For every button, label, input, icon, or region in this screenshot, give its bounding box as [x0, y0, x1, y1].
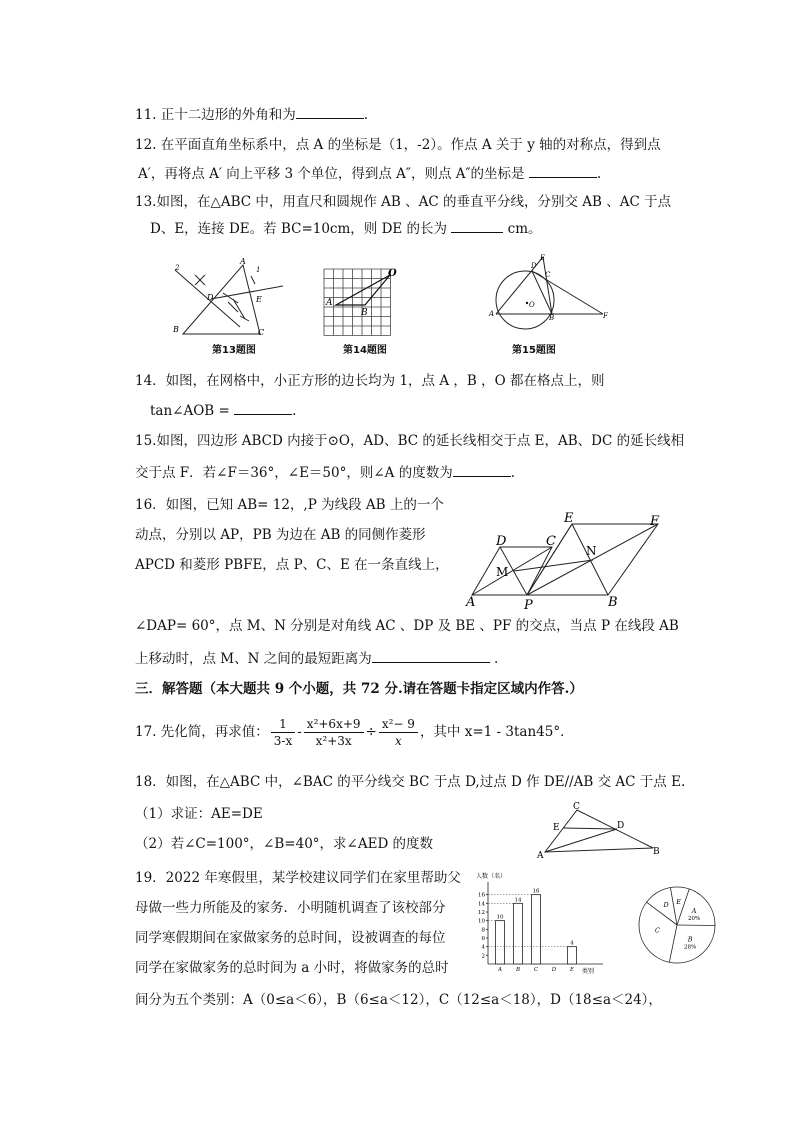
question-11	[135, 104, 368, 125]
label-D: D	[207, 293, 214, 302]
y-tick-label: 10	[478, 918, 485, 925]
bar-C	[532, 895, 541, 964]
label-E: E	[256, 295, 262, 304]
question-19-line1: 19．2022 年寒假里，某学校建议同学们在家里帮助父	[135, 870, 461, 886]
fraction-3-denominator: x	[395, 733, 402, 748]
question-19-line3: 同学寒假期间在家做家务的总时间，设被调查的每位	[135, 930, 446, 946]
pie-percent-B: 28%	[683, 944, 697, 951]
pie-label-C: C	[654, 926, 660, 935]
x-tick-label: E	[569, 967, 575, 973]
x-axis-label: 类别	[582, 968, 595, 975]
label-A: A	[240, 257, 246, 266]
x-tick-label: C	[533, 967, 539, 973]
question-15-line1: 15.如图，四边形 ABCD 内接于⊙O，AD、BC 的延长线相交于点 E，AB、DC 的延长线相	[135, 433, 685, 449]
figure-16	[460, 510, 670, 610]
label-B: B	[608, 595, 618, 610]
label-M: M	[496, 565, 509, 579]
question-18-line2: （1）求证：AE=DE	[135, 806, 263, 822]
caption-figure-13: 第13题图	[212, 345, 256, 356]
fraction-2	[304, 716, 364, 749]
label-2: 2	[175, 264, 180, 272]
bar-A	[496, 921, 505, 964]
pie-label-D: D	[663, 901, 669, 910]
label-E: E	[564, 511, 574, 526]
pie-divider	[677, 925, 715, 926]
question-13-line2	[150, 218, 542, 239]
y-tick-label: 2	[481, 953, 485, 960]
pie-label-A: A	[691, 906, 697, 915]
label-P: P	[524, 598, 533, 610]
q12-text: A′，再将点 A′ 向上平移 3 个单位，得到点 A″，则点 A″的坐标是	[138, 166, 525, 182]
label-B: B	[549, 314, 555, 322]
y-axis-label: 人数（名）	[476, 873, 507, 880]
divide-sign: ÷	[365, 724, 377, 740]
bar-E	[568, 947, 577, 964]
x-tick-label: A	[498, 967, 502, 973]
pie-label-E: E	[676, 898, 681, 907]
label-A: A	[489, 310, 495, 318]
label-A: A	[466, 595, 476, 610]
bar-B	[514, 903, 523, 964]
y-tick-label: 12	[478, 910, 485, 916]
label-A: A	[326, 298, 333, 308]
q16-text: 上移动时，点 M、N 之间的最短距离为	[135, 651, 372, 667]
question-16-line3: APCD 和菱形 PBFE，点 P、C、E 在一条直线上，	[135, 557, 449, 573]
question-18-line3: （2）若∠C=100°，∠B=40°，求∠AED 的度数	[135, 836, 434, 852]
fraction-2-denominator: x²+3x	[315, 733, 352, 748]
bar-value-label: 10	[496, 914, 504, 921]
section-3-heading: 三．解答题（本大题共 9 个小题，共 72 分.请在答题卡指定区域内作答.）	[135, 681, 583, 697]
answer-blank[interactable]	[451, 218, 503, 233]
q11-text: 11. 正十二边形的外角和为	[135, 107, 296, 123]
y-tick-label: 14	[478, 901, 485, 908]
label-E: E	[540, 254, 546, 262]
question-16-line4: ∠DAP= 60°，点 M、N 分别是对角线 AC 、DP 及 BE 、PF 的交点，当点 P 在线段 AB	[135, 618, 679, 634]
label-C: C	[573, 802, 580, 812]
figure-15	[485, 252, 615, 342]
fraction-1	[271, 716, 295, 749]
question-13-line1: 13.如图，在△ABC 中，用直尺和圆规作 AB 、AC 的垂直平分线，分别交 AB 、AC 于点	[135, 194, 672, 210]
label-1: 1	[256, 266, 261, 274]
y-tick-label: 16	[478, 892, 485, 899]
q12-tail: .	[596, 166, 602, 182]
question-16-line5	[135, 648, 498, 669]
bar-value-label: 16	[532, 888, 540, 895]
q16-tail: .	[494, 651, 499, 667]
answer-blank[interactable]	[453, 462, 511, 477]
question-14-line2	[150, 400, 296, 421]
label-O: O	[529, 301, 535, 309]
label-O: O	[388, 268, 397, 279]
label-D: D	[617, 821, 625, 831]
q15-tail: .	[510, 465, 516, 481]
pie-label-B: B	[687, 935, 693, 944]
fraction-1-denominator: 3-x	[273, 733, 293, 748]
question-18-line1: 18．如图，在△ABC 中，∠BAC 的平分线交 BC 于点 D,过点 D 作 DE//AB 交 AC 于点 E.	[135, 774, 686, 790]
label-C: C	[258, 328, 265, 337]
fraction-2-numerator: x²+6x+9	[304, 716, 364, 733]
label-F: F	[650, 514, 660, 529]
question-12-line2	[138, 163, 601, 184]
fraction-1-numerator: 1	[271, 716, 295, 733]
label-A: A	[537, 851, 544, 860]
label-D: D	[496, 534, 507, 549]
label-B: B	[173, 325, 179, 334]
bar-value-label: 14	[514, 897, 522, 904]
q13-text: D、E，连接 DE。若 BC=10cm，则 DE 的长为	[150, 221, 448, 237]
question-16-line1: 16．如图，已知 AB= 12，,P 为线段 AB 上的一个	[135, 497, 444, 513]
x-tick-label: D	[551, 967, 557, 973]
question-19-line2: 母做一些力所能及的家务．小明随机调查了该校部分	[135, 900, 446, 916]
label-E: E	[553, 823, 560, 833]
answer-blank[interactable]	[372, 648, 490, 663]
label-B: B	[361, 308, 368, 318]
fraction-3	[379, 716, 418, 749]
y-tick-label: 4	[481, 944, 485, 951]
bar-chart	[462, 868, 612, 978]
x-tick-label: B	[515, 967, 521, 973]
q17-suffix: ，其中 x=1 - 3tan45°．	[419, 724, 574, 740]
y-tick-label: 8	[481, 927, 485, 934]
caption-figure-15: 第15题图	[512, 345, 556, 356]
minus-sign: -	[297, 724, 302, 740]
question-14-line1: 14．如图，在网格中，小正方形的边长均为 1，点 A ，B ，O 都在格点上，则	[135, 373, 605, 389]
bar-value-label: 4	[570, 940, 574, 947]
figure-14	[320, 265, 402, 340]
answer-blank[interactable]	[234, 400, 292, 415]
question-19-line5: 间分为五个类别：A（0≤a＜6），B（6≤a＜12），C（12≤a＜18），D（18≤a＜24），	[135, 992, 662, 1008]
label-B: B	[653, 847, 660, 857]
q15-text: 交于点 F．若∠F＝36°，∠E＝50°，则∠A 的度数为	[135, 465, 453, 481]
answer-blank[interactable]	[529, 163, 597, 178]
question-17	[135, 712, 574, 752]
fraction-3-numerator: x²− 9	[379, 716, 418, 733]
question-16-line2: 动点，分别以 AP，PB 为边在 AB 的同侧作菱形	[135, 527, 426, 543]
label-F: F	[603, 312, 608, 320]
answer-blank[interactable]	[296, 104, 364, 119]
label-D: D	[531, 262, 537, 270]
question-12-line1: 12. 在平面直角坐标系中，点 A 的坐标是（1，-2）。作点 A 关于 y 轴的对称点，得到点	[135, 137, 661, 153]
q14-text: tan∠AOB =	[150, 403, 230, 419]
q17-prefix: 17. 先化简，再求值：	[135, 724, 269, 740]
pie-percent-A: 20%	[687, 915, 701, 922]
label-N: N	[586, 544, 597, 558]
figure-18	[535, 802, 665, 860]
q11-tail: .	[363, 107, 369, 123]
caption-figure-14: 第14题图	[343, 345, 387, 356]
y-tick-label: 6	[481, 936, 485, 942]
q13-tail: cm。	[507, 221, 542, 237]
question-19-line4: 同学在家做家务的总时间为 a 小时，将做家务的总时	[135, 960, 449, 976]
pie-chart	[632, 880, 722, 970]
q14-tail: .	[292, 403, 297, 419]
question-15-line2	[135, 462, 515, 483]
figure-13	[165, 255, 290, 340]
label-C: C	[546, 534, 556, 549]
center-dot	[526, 302, 528, 304]
label-C: C	[545, 271, 551, 279]
